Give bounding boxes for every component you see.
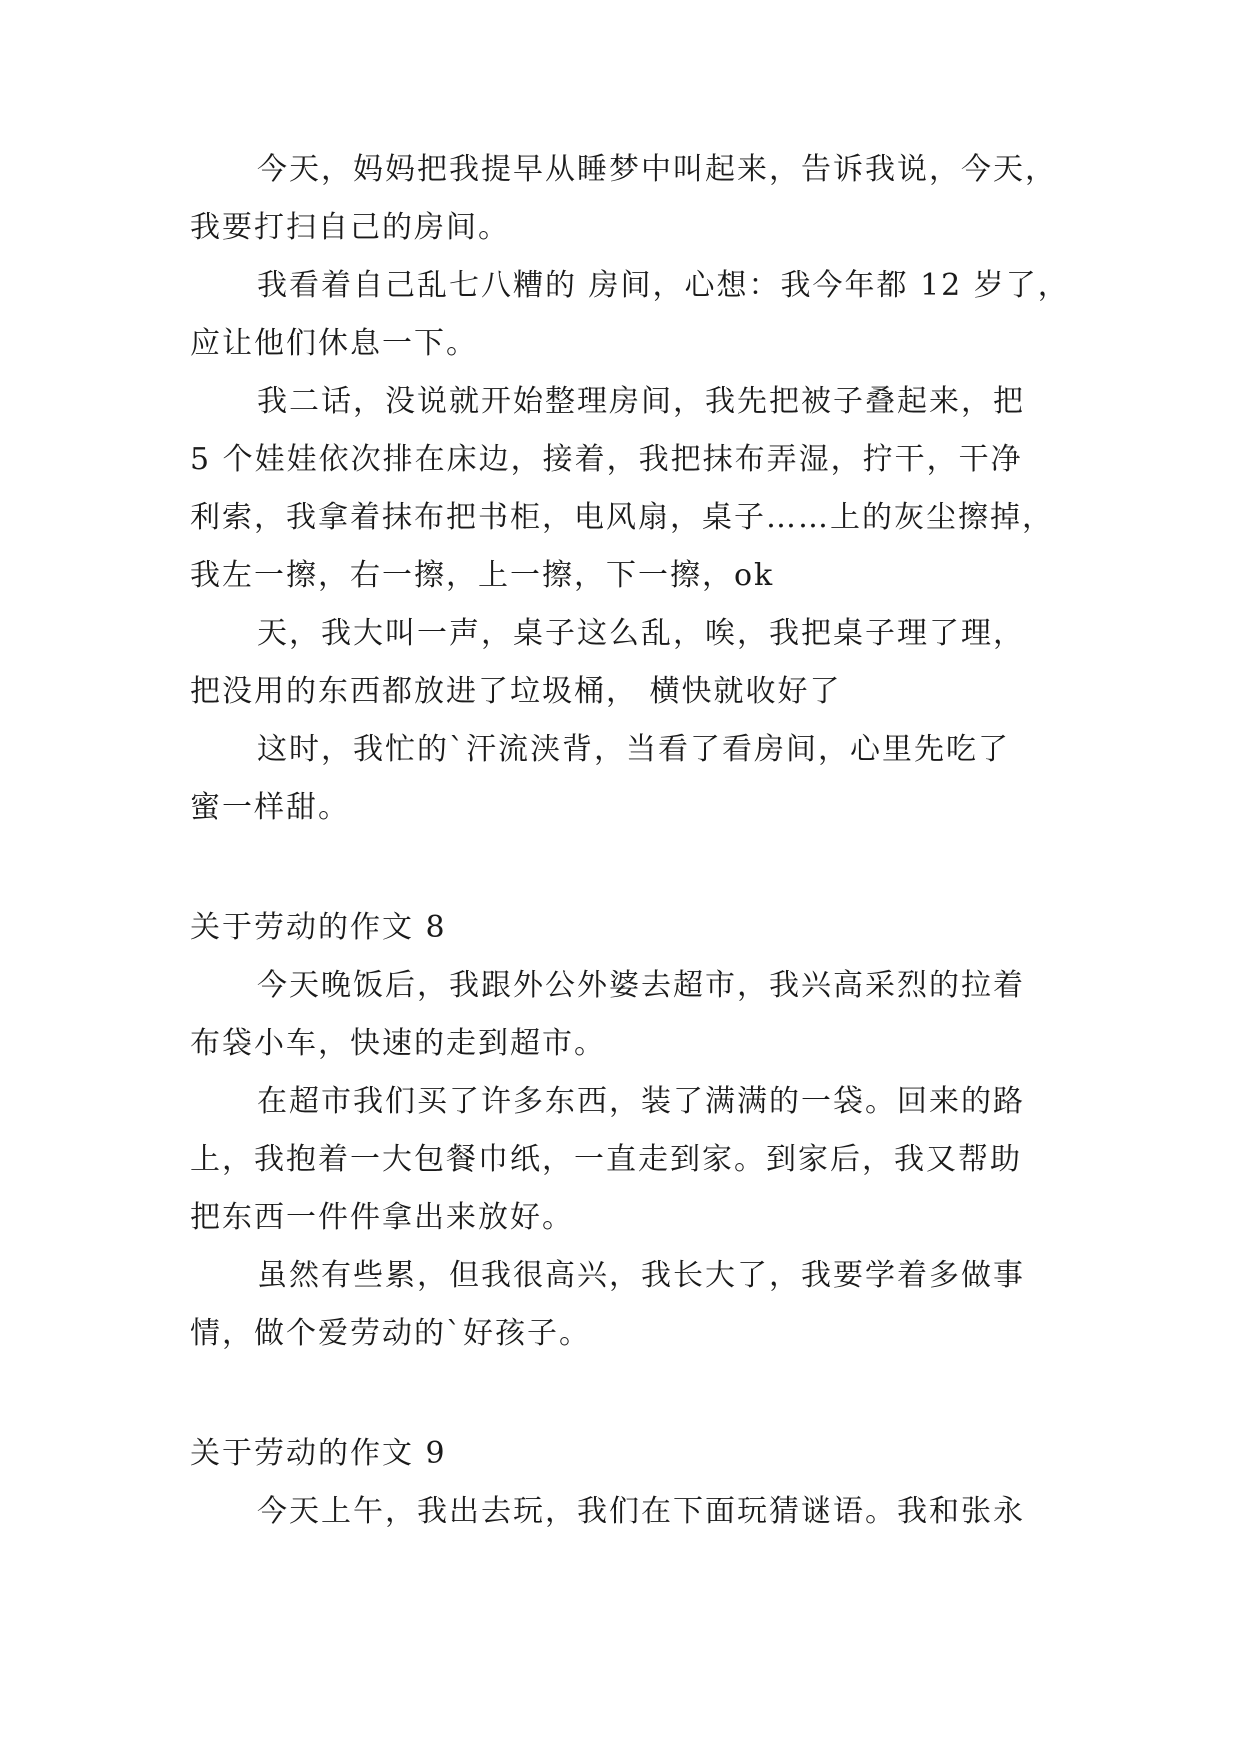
paragraph-line: 我二话，没说就开始整理房间，我先把被子叠起来，把 bbox=[257, 384, 1025, 419]
paragraph-line: 今天，妈妈把我提早从睡梦中叫起来，告诉我说，今天， bbox=[257, 152, 1057, 187]
section-heading: 关于劳动的作文 9 bbox=[190, 1436, 447, 1471]
paragraph-line: 虽然有些累，但我很高兴，我长大了，我要学着多做事 bbox=[257, 1258, 1025, 1293]
paragraph-line: 我左一擦，右一擦，上一擦，下一擦，ok bbox=[190, 558, 775, 593]
section-heading: 关于劳动的作文 8 bbox=[190, 910, 447, 945]
paragraph-line: 蜜一样甜。 bbox=[190, 790, 350, 825]
paragraph-line: 今天上午，我出去玩，我们在下面玩猜谜语。我和张永 bbox=[257, 1494, 1025, 1529]
paragraph-line: 布袋小车，快速的走到超市。 bbox=[190, 1026, 606, 1061]
paragraph-line: 今天晚饭后，我跟外公外婆去超市，我兴高采烈的拉着 bbox=[257, 968, 1025, 1003]
paragraph-line: 5 个娃娃依次排在床边，接着，我把抹布弄湿，拧干，干净 bbox=[190, 442, 1023, 477]
paragraph-line: 这时，我忙的`汗流浃背，当看了看房间，心里先吃了 bbox=[257, 732, 1010, 767]
paragraph-line: 把东西一件件拿出来放好。 bbox=[190, 1200, 574, 1235]
paragraph-line: 我要打扫自己的房间。 bbox=[190, 210, 510, 245]
paragraph-line: 情，做个爱劳动的`好孩子。 bbox=[190, 1316, 591, 1351]
paragraph-line: 上，我抱着一大包餐巾纸，一直走到家。到家后，我又帮助 bbox=[190, 1142, 1022, 1177]
paragraph-line: 利索，我拿着抹布把书柜，电风扇，桌子……上的灰尘擦掉， bbox=[190, 500, 1054, 535]
paragraph-line: 我看着自己乱七八糟的 房间，心想：我今年都 12 岁了， bbox=[257, 268, 1070, 303]
paragraph-line: 应让他们休息一下。 bbox=[190, 326, 478, 361]
paragraph-line: 把没用的东西都放进了垃圾桶， 横快就收好了 bbox=[190, 674, 842, 709]
paragraph-line: 在超市我们买了许多东西，装了满满的一袋。回来的路 bbox=[257, 1084, 1025, 1119]
paragraph-line: 天，我大叫一声，桌子这么乱，唉，我把桌子理了理， bbox=[257, 616, 1025, 651]
